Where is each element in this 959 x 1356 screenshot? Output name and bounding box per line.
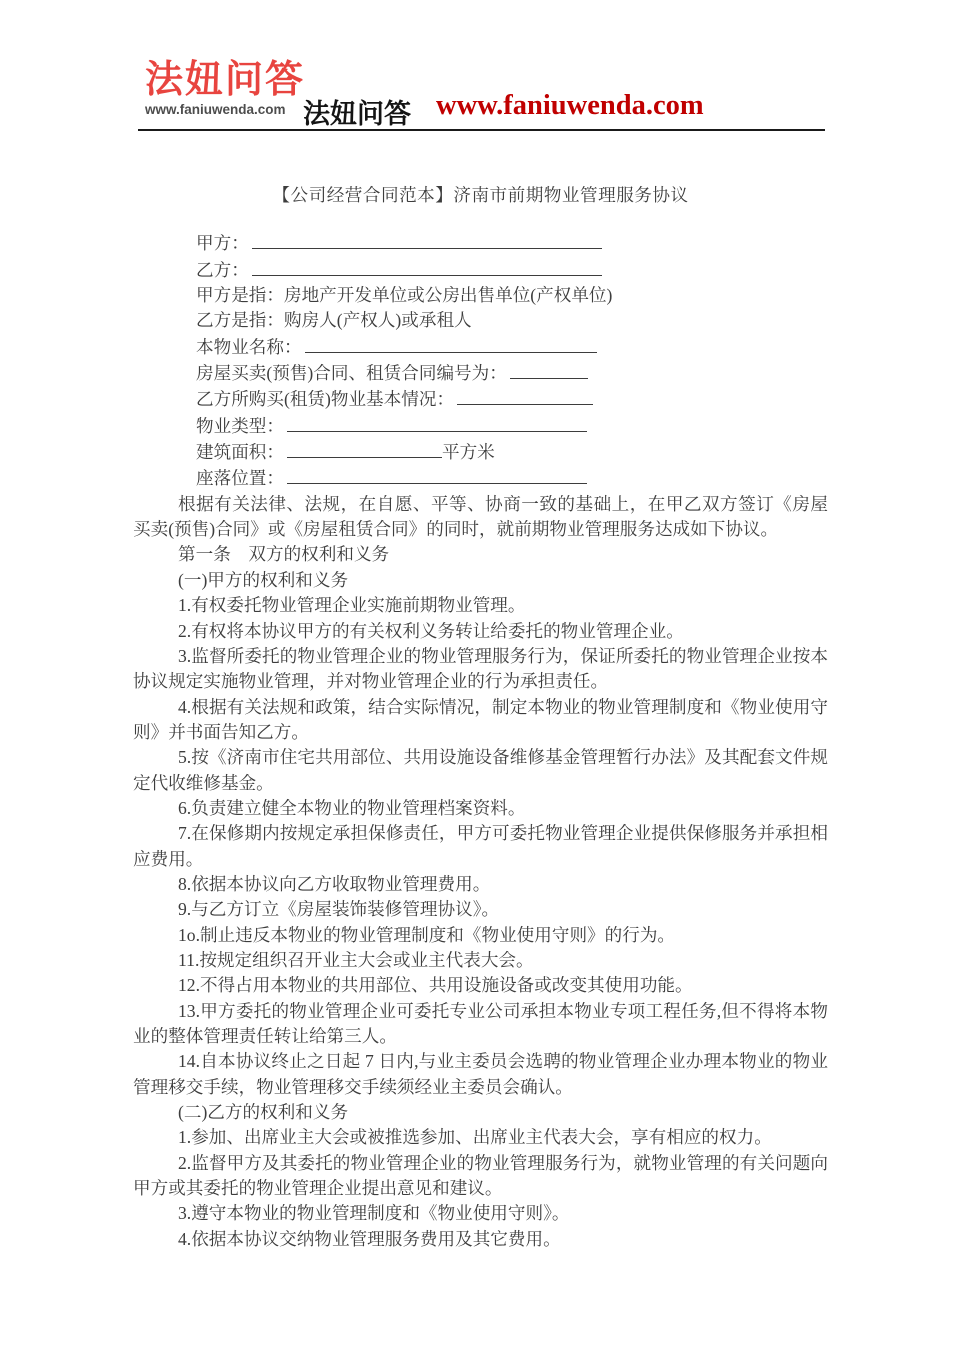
- contract-paragraph: 11.按规定组织召开业主大会或业主代表大会。: [178, 949, 534, 970]
- contract-paragraph: 3.遵守本物业的物业管理制度和《物业使用守则》。: [178, 1203, 570, 1224]
- fields-section: [133, 230, 828, 491]
- field-row: [133, 257, 828, 283]
- blank-underline: [252, 230, 602, 249]
- field-label: 乙方：: [196, 259, 249, 280]
- header-divider: [138, 129, 825, 131]
- contract-paragraph: 12.不得占用本物业的共用部位、共用设施设备或改变其使用功能。: [178, 975, 693, 996]
- blank-underline: [252, 257, 602, 276]
- field-label: 座落位置：: [196, 468, 284, 489]
- contract-document: [133, 183, 828, 1252]
- field-label: 房屋买卖(预售)合同、租赁合同编号为：: [196, 363, 507, 384]
- contract-paragraph: 3.监督所委托的物业管理企业的物业管理服务行为，保证所委托的物业管理企业按本协议规定实施物业管理，并对物业管理企业的行为承担责任。: [133, 645, 828, 692]
- site-header: [0, 0, 959, 140]
- logo-url-caption: www.faniuwenda.com: [145, 102, 286, 117]
- field-row: [133, 360, 828, 386]
- contract-paragraph: 9.与乙方订立《房屋装饰装修管理协议》。: [178, 899, 500, 920]
- contract-paragraph: 2.有权将本协议甲方的有关权利义务转让给委托的物业管理企业。: [178, 620, 684, 641]
- field-label: 物业类型：: [196, 415, 284, 436]
- field-row: [133, 465, 828, 491]
- contract-paragraph: 14.自本协议终止之日起 7 日内,与业主委员会选聘的物业管理企业办理本物业的物业管理移交手续，物业管理移交手续须经业主委员会确认。: [133, 1051, 828, 1097]
- contract-paragraph: 1.参加、出席业主大会或被推选参加、出席业主代表大会，享有相应的权力。: [178, 1127, 772, 1148]
- contract-paragraph: 7.在保修期内按规定承担保修责任，甲方可委托物业管理企业提供保修服务并承担相应费用。: [133, 823, 828, 869]
- contract-paragraph: 5.按《济南市住宅共用部位、共用设施设备维修基金管理暂行办法》及其配套文件规定代收维修基金。: [133, 747, 828, 793]
- document-title: 【公司经营合同范本】济南市前期物业管理服务协议: [272, 185, 689, 205]
- contract-paragraph: 根据有关法律、法规，在自愿、平等、协商一致的基础上，在甲乙双方签订《房屋买卖(预售)合同》或《房屋租赁合同》的同时，就前期物业管理服务达成如下协议。: [133, 493, 828, 540]
- contract-paragraph: 2.监督甲方及其委托的物业管理企业的物业管理服务行为，就物业管理的有关问题向甲方或其委托的物业管理企业提出意见和建议。: [133, 1152, 828, 1199]
- blank-underline: [287, 465, 587, 484]
- paragraphs-section: [133, 492, 828, 1252]
- contract-paragraph: 4.依据本协议交纳物业管理服务费用及其它费用。: [178, 1228, 561, 1249]
- blank-underline: [287, 439, 442, 458]
- field-row: [133, 413, 828, 439]
- logo-wordmark: 法妞问答: [145, 59, 306, 101]
- blank-underline: [305, 334, 597, 353]
- field-row: [133, 439, 828, 465]
- contract-paragraph: 1.有权委托物业管理企业实施前期物业管理。: [178, 595, 526, 616]
- blank-underline: [287, 413, 587, 432]
- field-row: [133, 283, 828, 308]
- site-name-text: 法妞问答: [303, 99, 411, 129]
- contract-paragraph: 1o.制止违反本物业的物业管理制度和《物业使用守则》的行为。: [178, 924, 676, 945]
- site-url-text: www.faniuwenda.com: [436, 90, 704, 121]
- field-label: 甲方：: [196, 233, 249, 254]
- field-label: 乙方所购买(租赁)物业基本情况：: [196, 389, 455, 410]
- field-label: 乙方是指：购房人(产权人)或承租人: [196, 310, 472, 331]
- contract-paragraph: 4.根据有关法规和政策，结合实际情况，制定本物业的物业管理制度和《物业使用守则》并书面告知乙方。: [133, 696, 828, 742]
- contract-paragraph: (一)甲方的权利和义务: [178, 569, 349, 590]
- field-row: [133, 308, 828, 333]
- field-label: 本物业名称：: [196, 336, 302, 357]
- contract-paragraph: 6.负责建立健全本物业的物业管理档案资料。: [178, 797, 526, 818]
- field-row: [133, 334, 828, 360]
- contract-paragraph: 第一条 双方的权利和义务: [178, 544, 390, 565]
- contract-paragraph: (二)乙方的权利和义务: [178, 1102, 349, 1123]
- blank-underline: [457, 386, 593, 405]
- contract-paragraph: 8.依据本协议向乙方收取物业管理费用。: [178, 873, 491, 894]
- site-logo: [145, 58, 305, 117]
- field-suffix: 平方米: [441, 442, 495, 463]
- field-label: 建筑面积：: [196, 442, 284, 463]
- field-row: [133, 386, 828, 412]
- contract-paragraph: 13.甲方委托的物业管理企业可委托专业公司承担本物业专项工程任务,但不得将本物业的整体管理责任转让给第三人。: [133, 1000, 828, 1046]
- field-row: [133, 230, 828, 256]
- field-label: 甲方是指：房地产开发单位或公房出售单位(产权单位): [196, 285, 613, 306]
- blank-underline: [510, 360, 588, 379]
